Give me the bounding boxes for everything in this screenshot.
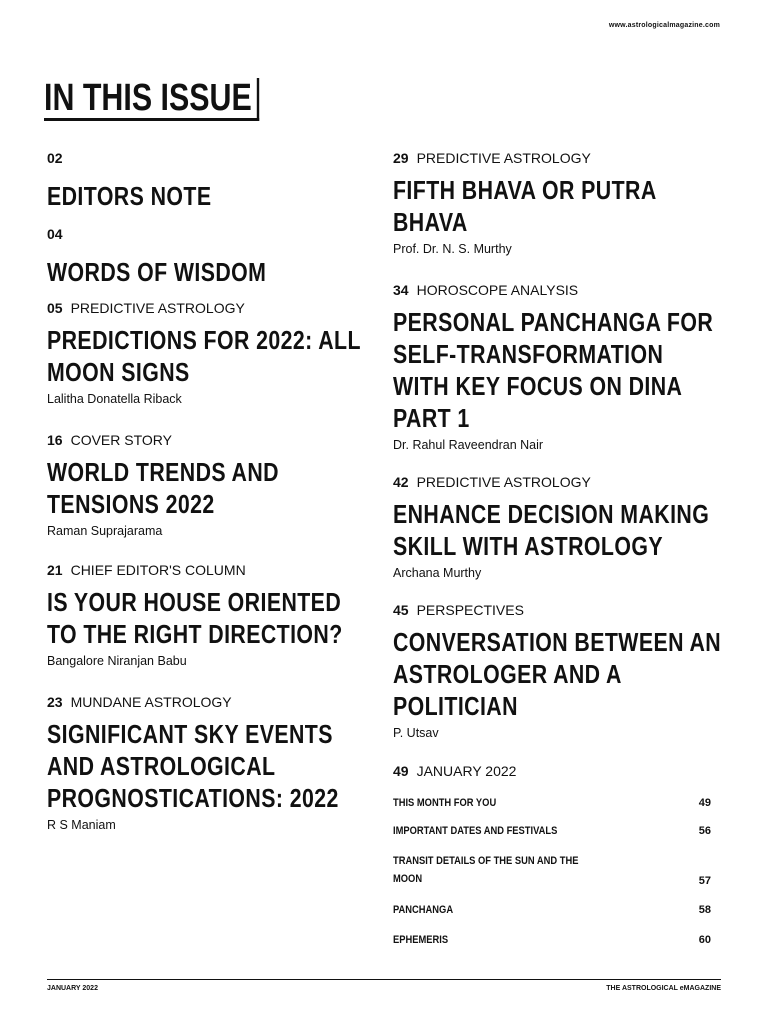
month-item-important-dates[interactable] (393, 822, 711, 840)
article-headline: FIFTH BHAVA OR PUTRA BHAVA (393, 175, 656, 237)
toc-entry-sky-events[interactable] (47, 694, 367, 832)
article-author: P. Utsav (393, 726, 439, 740)
section-label: MUNDANE ASTROLOGY (70, 694, 232, 710)
month-item-label: PANCHANGA (393, 904, 454, 916)
footer-publication-name: THE ASTROLOGICAL eMAGAZINE (606, 985, 721, 992)
toc-entry-world-trends[interactable] (47, 432, 367, 538)
month-item-page: 60 (698, 934, 711, 946)
article-headline: EDITORS NOTE (47, 181, 212, 211)
month-item-page: 57 (698, 875, 711, 887)
toc-entry-conversation[interactable] (393, 602, 723, 740)
section-label: HOROSCOPE ANALYSIS (416, 282, 579, 298)
article-headline: ENHANCE DECISION MAKING SKILL WITH ASTROLOGY (393, 499, 710, 561)
page-number: 34 (393, 282, 409, 298)
section-label: CHIEF EDITOR'S COLUMN (70, 562, 246, 578)
page-number: 45 (393, 602, 409, 618)
page-number: 04 (47, 226, 63, 242)
section-label: PREDICTIVE ASTROLOGY (70, 300, 245, 316)
article-headline: PREDICTIONS FOR 2022: ALL MOON SIGNS (47, 325, 361, 387)
toc-entry-words-of-wisdom[interactable] (47, 226, 367, 288)
article-author: R S Maniam (47, 818, 116, 832)
page-title: IN THIS ISSUE (44, 78, 259, 121)
month-item-label: THIS MONTH FOR YOU (393, 797, 497, 809)
month-item-this-month[interactable] (393, 794, 711, 812)
month-item-transit-details[interactable] (393, 852, 711, 888)
month-item-page: 56 (698, 825, 711, 837)
article-headline: IS YOUR HOUSE ORIENTED TO THE RIGHT DIRECTION? (47, 587, 343, 649)
section-label: COVER STORY (70, 432, 172, 448)
toc-entry-fifth-bhava[interactable] (393, 150, 723, 256)
toc-entry-january-2022[interactable] (393, 763, 723, 779)
page-number: 16 (47, 432, 63, 448)
month-item-label: TRANSIT DETAILS OF THE SUN AND THE MOON (393, 855, 579, 885)
article-headline: WORDS OF WISDOM (47, 257, 267, 287)
article-author: Prof. Dr. N. S. Murthy (393, 242, 512, 256)
section-label: PERSPECTIVES (416, 602, 524, 618)
page-number: 42 (393, 474, 409, 490)
article-author: Lalitha Donatella Riback (47, 392, 182, 406)
month-item-page: 58 (698, 904, 711, 916)
month-item-panchanga[interactable] (393, 901, 711, 919)
section-label: JANUARY 2022 (416, 763, 517, 779)
toc-entry-house-direction[interactable] (47, 562, 367, 668)
footer-divider (47, 979, 721, 980)
page-number: 21 (47, 562, 63, 578)
article-headline: WORLD TRENDS AND TENSIONS 2022 (47, 457, 279, 519)
article-author: Dr. Rahul Raveendran Nair (393, 438, 544, 452)
month-item-ephemeris[interactable] (393, 931, 711, 949)
article-headline: PERSONAL PANCHANGA FOR SELF-TRANSFORMATION WITH KEY FOCUS ON DINA PART 1 (393, 307, 714, 433)
page-number: 49 (393, 763, 409, 779)
article-author: Archana Murthy (393, 566, 482, 580)
footer-issue-date: JANUARY 2022 (47, 985, 98, 992)
article-author: Bangalore Niranjan Babu (47, 654, 187, 668)
page-number: 23 (47, 694, 63, 710)
section-label: PREDICTIVE ASTROLOGY (416, 474, 591, 490)
site-url[interactable]: www.astrologicalmagazine.com (608, 22, 720, 29)
toc-entry-predictions-2022[interactable] (47, 300, 367, 406)
page-number: 29 (393, 150, 409, 166)
article-headline: SIGNIFICANT SKY EVENTS AND ASTROLOGICAL PROGNOSTICATIONS: 2022 (47, 719, 339, 813)
toc-entry-personal-panchanga[interactable] (393, 282, 723, 452)
toc-entry-editors-note[interactable] (47, 150, 367, 212)
month-item-label: EPHEMERIS (393, 934, 449, 946)
article-headline: CONVERSATION BETWEEN AN ASTROLOGER AND A POLITICIAN (393, 627, 722, 721)
page-number: 02 (47, 150, 63, 166)
month-item-page: 49 (698, 797, 711, 809)
article-author: Raman Suprajarama (47, 524, 163, 538)
page-number: 05 (47, 300, 63, 316)
toc-entry-decision-making[interactable] (393, 474, 723, 580)
section-label: PREDICTIVE ASTROLOGY (416, 150, 591, 166)
month-item-label: IMPORTANT DATES AND FESTIVALS (393, 825, 558, 837)
